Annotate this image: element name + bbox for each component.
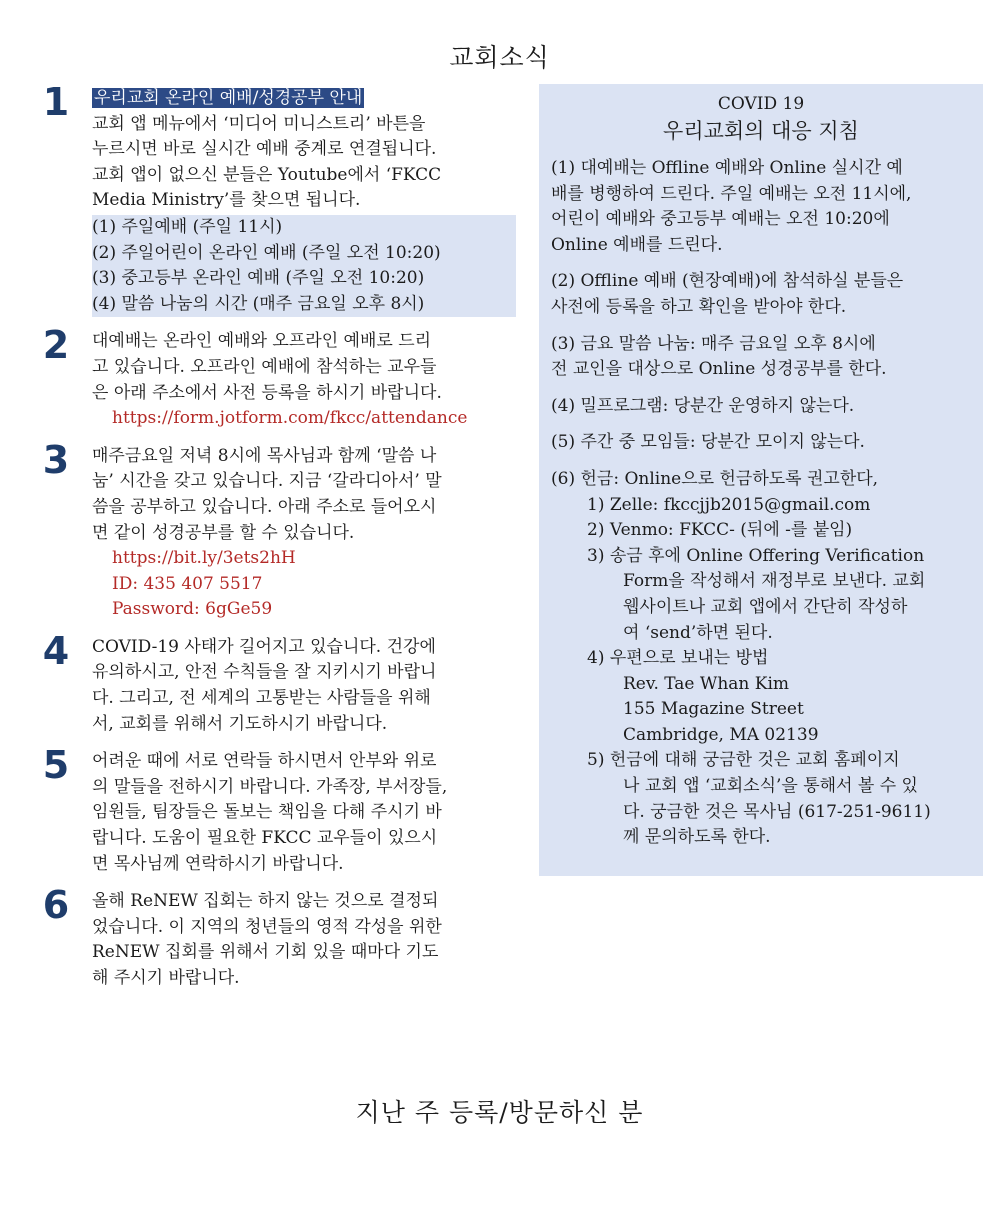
item-line: 교회 앱이 없으신 분들은 Youtube에서 ‘FKCC: [92, 164, 442, 185]
guideline-4: (4) 밀프로그램: 당분간 운영하지 않는다.: [551, 395, 855, 416]
item-number: 5: [42, 743, 70, 788]
item-line: 교회 앱 메뉴에서 ‘미디어 미니스트리’ 바튼을: [92, 113, 426, 134]
item-line: 서, 교회를 위해서 기도하시기 바랍니다.: [92, 713, 388, 734]
item-number: 4: [42, 628, 70, 673]
item-line: Media Ministry’를 찾으면 됩니다.: [92, 190, 361, 211]
guideline-line: 3) 송금 후에 Online Offering Verification: [587, 545, 925, 566]
meeting-password: Password: 6gGe59: [112, 599, 273, 620]
item-line: COVID-19 사태가 길어지고 있습니다. 건강에: [92, 636, 436, 657]
item-line: 임원들, 팀장들은 돌보는 책임을 다해 주시기 바: [92, 802, 442, 823]
guidelines-heading: COVID 19: [717, 94, 805, 114]
item-line: ReNEW 집회를 위해서 기회 있을 때마다 기도: [92, 942, 439, 963]
item-line: 씀을 공부하고 있습니다. 아래 주소로 들어오시: [92, 496, 437, 517]
guideline-line: 4) 우편으로 보내는 방법: [587, 648, 769, 669]
page-title: 교회소식: [449, 43, 550, 72]
item-number: 1: [42, 80, 70, 124]
guideline-line: 전 교인을 대상으로 Online 성경공부를 한다.: [551, 359, 887, 380]
covid-guidelines-box: [539, 84, 983, 876]
guideline-line: 나 교회 앱 ‘교회소식’을 통해서 볼 수 있: [623, 776, 918, 797]
item-line: 해 주시기 바랍니다.: [92, 968, 240, 988]
zelle-info: 1) Zelle: fkccjjb2015@gmail.com: [587, 494, 871, 515]
item-number: 2: [42, 323, 70, 368]
list-item: (3) 중고등부 온라인 예배 (주일 오전 10:20): [92, 268, 425, 289]
news-item-3: [36, 437, 516, 623]
guideline-line: 사전에 등록을 하고 확인을 받아야 한다.: [551, 296, 847, 317]
mail-street: 155 Magazine Street: [623, 699, 804, 720]
guideline-line: (2) Offline 예배 (현장예배)에 참석하실 분들은: [551, 271, 904, 292]
guidelines-subheading: 우리교회의 대응 지침: [663, 119, 859, 143]
item-line: 었습니다. 이 지역의 청년들의 영적 각성을 위한: [92, 916, 442, 937]
guideline-line: Form을 작성해서 재정부로 보낸다. 교회: [623, 571, 926, 592]
list-item: (4) 말씀 나눔의 시간 (매주 금요일 오후 8시): [92, 293, 425, 314]
worship-schedule-list: [92, 215, 516, 317]
guideline-5: (5) 주간 중 모임들: 당분간 모이지 않는다.: [551, 432, 865, 453]
guideline-1: [551, 156, 971, 258]
news-item-4: [36, 628, 516, 737]
item-line: 눔’ 시간을 갖고 있습니다. 지금 ‘갈라디아서’ 말: [92, 471, 442, 492]
mail-recipient: Rev. Tae Whan Kim: [623, 673, 790, 694]
guideline-2: [551, 269, 971, 320]
news-item-2: [36, 323, 516, 431]
guideline-3: [551, 332, 971, 383]
bible-study-link[interactable]: https://bit.ly/3ets2hH: [112, 548, 296, 569]
guideline-line: 다. 궁금한 것은 목사님 (617-251-9611): [623, 801, 931, 822]
item-line: 유의하시고, 안전 수칙들을 잘 지키시기 바랍니: [92, 662, 437, 683]
item-line: 다. 그리고, 전 세계의 고통받는 사람들을 위해: [92, 688, 431, 709]
guideline-line: 어린이 예배와 중고등부 예배는 오전 10:20에: [551, 209, 890, 230]
news-item-5: [36, 743, 516, 877]
item-line: 매주금요일 저녁 8시에 목사님과 함께 ‘말씀 나: [92, 445, 437, 466]
item-line: 면 목사님께 연락하시기 바랍니다.: [92, 853, 344, 874]
guideline-6: [551, 467, 971, 851]
item-number: 3: [42, 437, 70, 482]
news-column: [36, 80, 516, 1004]
item-number: 6: [42, 883, 70, 928]
item-line: 의 말들을 전하시기 바랍니다. 가족장, 부서장들,: [92, 776, 448, 797]
guideline-line: 배를 병행하여 드린다. 주일 예배는 오전 11시에,: [551, 183, 912, 204]
item-line: 랍니다. 도움이 필요한 FKCC 교우들이 있으시: [92, 828, 438, 849]
meeting-id: ID: 435 407 5517: [112, 573, 263, 594]
guideline-line: 5) 헌금에 대해 궁금한 것은 교회 홈페이지: [587, 750, 900, 771]
item-line: 어려운 때에 서로 연락들 하시면서 안부와 위로: [92, 751, 437, 772]
guideline-line: 여 ‘send’하면 된다.: [623, 622, 773, 643]
item-line: 대예배는 온라인 예배와 오프라인 예배로 드리: [92, 331, 432, 352]
guideline-line: (6) 헌금: Online으로 헌금하도록 권고한다,: [551, 468, 879, 489]
news-item-1: [36, 80, 516, 317]
item-line: 은 아래 주소에서 사전 등록을 하시기 바랍니다.: [92, 382, 442, 403]
list-item: (2) 주일어린이 온라인 예배 (주일 오전 10:20): [92, 242, 441, 263]
news-item-6: [36, 883, 516, 991]
attendance-link[interactable]: https://form.jotform.com/fkcc/attendance: [112, 408, 468, 429]
item-line: 올해 ReNEW 집회는 하지 않는 것으로 결정되: [92, 891, 439, 912]
guideline-line: Online 예배를 드린다.: [551, 234, 723, 255]
guideline-line: (1) 대예배는 Offline 예배와 Online 실시간 예: [551, 158, 903, 178]
guideline-line: 께 문의하도록 한다.: [623, 827, 771, 848]
mail-city: Cambridge, MA 02139: [623, 724, 819, 745]
guideline-line: 웹사이트나 교회 앱에서 간단히 작성하: [623, 596, 908, 617]
list-item: (1) 주일예배 (주일 11시): [92, 216, 283, 237]
guideline-line: (3) 금요 말씀 나눔: 매주 금요일 오후 8시에: [551, 333, 876, 354]
item-line: 면 같이 성경공부를 할 수 있습니다.: [92, 522, 355, 543]
item-heading: 우리교회 온라인 예배/성경공부 안내: [94, 88, 363, 108]
item-line: 누르시면 바로 실시간 예배 중계로 연결됩니다.: [92, 139, 437, 160]
item-line: 고 있습니다. 오프라인 예배에 참석하는 교우들: [92, 356, 437, 377]
visitors-heading: 지난 주 등록/방문하신 분: [355, 1098, 644, 1127]
venmo-info: 2) Venmo: FKCC- (뒤에 -를 붙임): [587, 520, 853, 541]
